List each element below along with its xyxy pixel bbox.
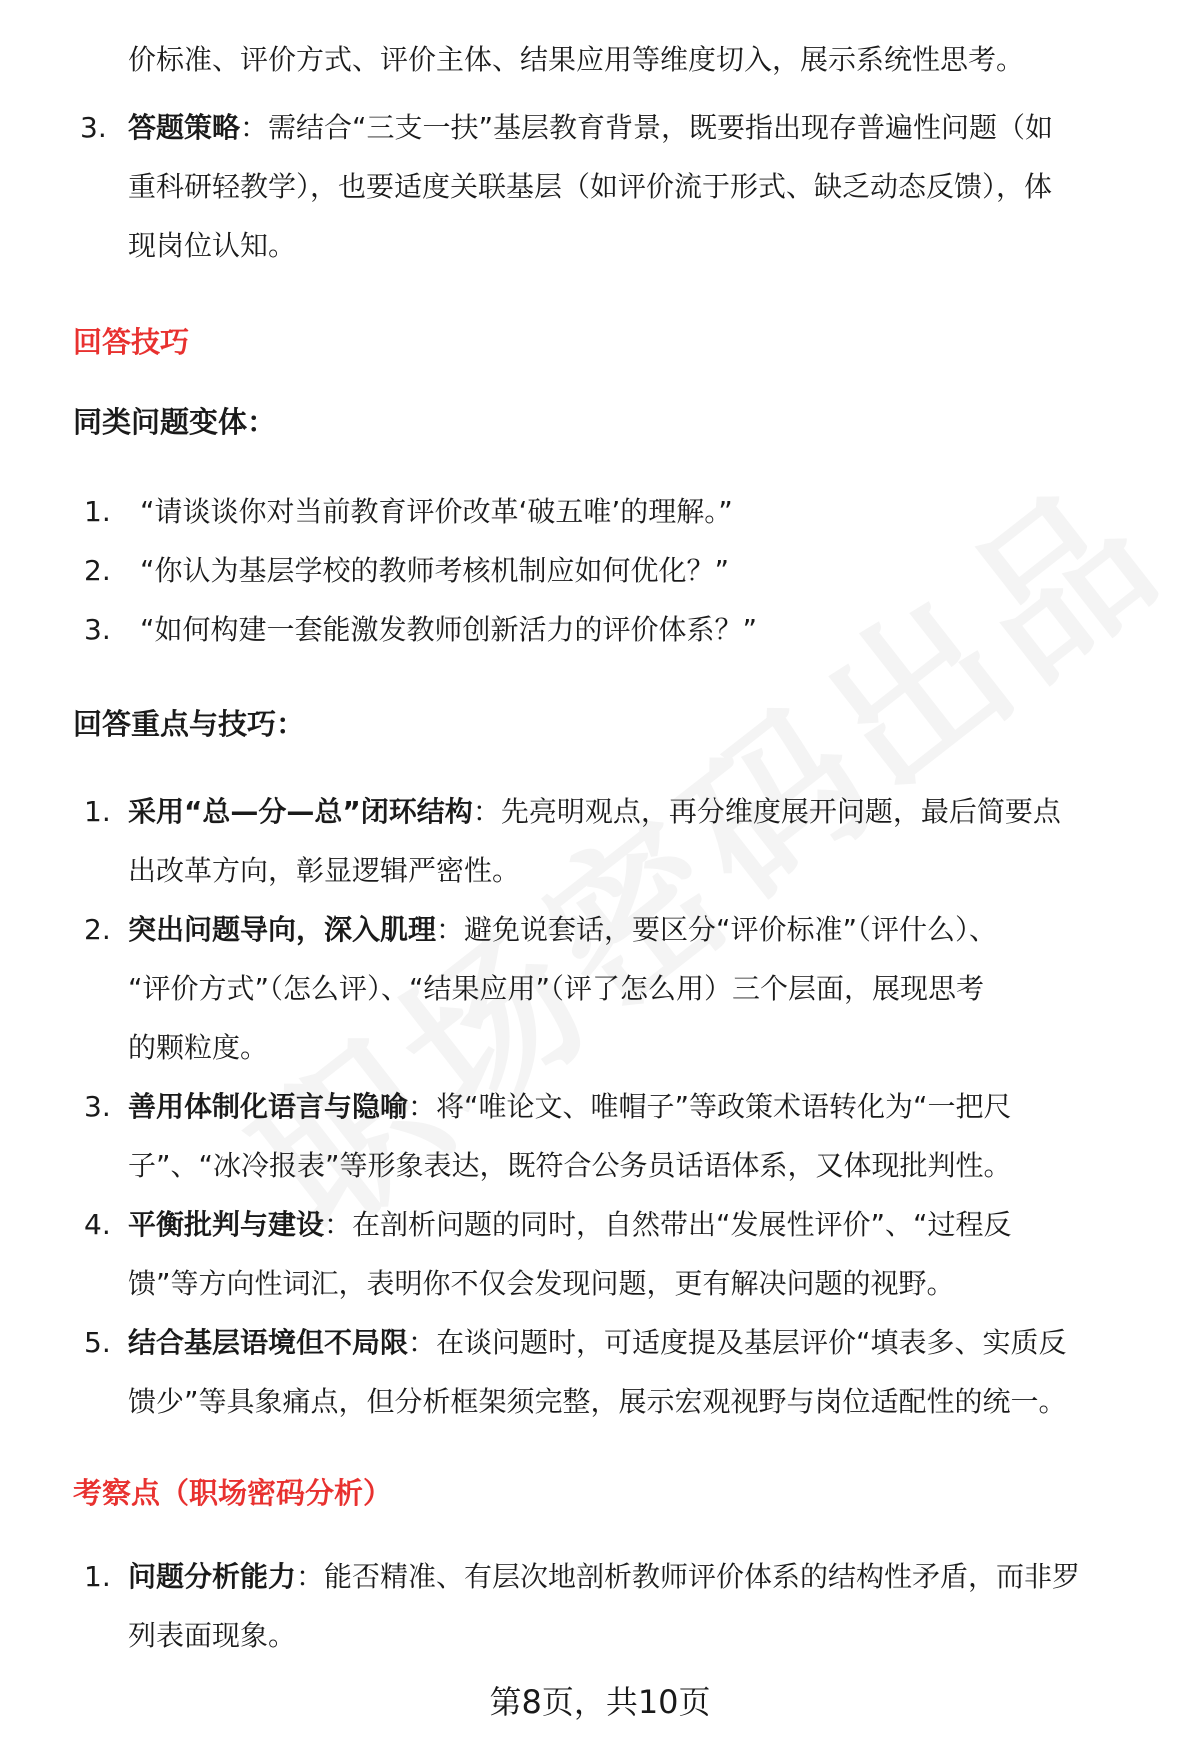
- list-number: 2.: [84, 554, 111, 587]
- list-number: 3.: [84, 613, 111, 646]
- key-point-3-line-1: 善用体制化语言与隐喻：将“唯论文、唯帽子”等政策术语转化为“一把尺: [128, 1090, 1012, 1123]
- strategy-line-1: 答题策略：需结合“三支一扶”基层教育背景，既要指出现存普遍性问题（如: [128, 111, 1054, 144]
- section-heading-tips: 回答技巧: [73, 325, 190, 359]
- list-number: 3.: [80, 111, 107, 144]
- list-number: 1.: [84, 495, 111, 528]
- key-point-1-line-1: 采用“总—分—总”闭环结构：先亮明观点，再分维度展开问题，最后简要点: [128, 795, 1061, 828]
- key-point-2-line-2: “评价方式”（怎么评）、“结果应用”（评了怎么用）三个层面，展现思考: [128, 972, 985, 1005]
- section-heading-assessment: 考察点（职场密码分析）: [73, 1476, 393, 1510]
- key-point-5-line-2: 馈少”等具象痛点，但分析框架须完整，展示宏观视野与岗位适配性的统一。: [128, 1385, 1067, 1418]
- list-number: 5.: [84, 1326, 111, 1359]
- page-footer: 第8页，共10页: [489, 1683, 711, 1721]
- continuation-text: 价标准、评价方式、评价主体、结果应用等维度切入，展示系统性思考。: [128, 43, 1025, 76]
- assess-item-1-line-2: 列表面现象。: [128, 1619, 297, 1652]
- variant-item-3: “如何构建一套能激发教师创新活力的评价体系？”: [140, 613, 758, 646]
- strategy-line-3: 现岗位认知。: [128, 229, 297, 262]
- variant-item-2: “你认为基层学校的教师考核机制应如何优化？”: [140, 554, 730, 587]
- key-points-heading: 回答重点与技巧：: [73, 707, 306, 741]
- key-point-2-line-3: 的颗粒度。: [128, 1031, 269, 1064]
- list-number: 1.: [84, 1560, 111, 1593]
- key-point-5-line-1: 结合基层语境但不局限：在谈问题时，可适度提及基层评价“填表多、实质反: [128, 1326, 1067, 1359]
- list-number: 4.: [84, 1208, 111, 1241]
- list-number: 2.: [84, 913, 111, 946]
- key-point-4-line-1: 平衡批判与建设：在剖析问题的同时，自然带出“发展性评价”、“过程反: [128, 1208, 1012, 1241]
- strategy-line-2: 重科研轻教学），也要适度关联基层（如评价流于形式、缺乏动态反馈），体: [128, 170, 1053, 203]
- key-point-3-line-2: 子”、“冰冷报表”等形象表达，既符合公务员话语体系，又体现批判性。: [128, 1149, 1012, 1182]
- key-point-2-line-1: 突出问题导向，深入肌理：避免说套话，要区分“评价标准”（评什么）、: [128, 913, 998, 946]
- strategy-bold-label: 答题策略: [128, 111, 241, 144]
- key-point-4-line-2: 馈”等方向性词汇，表明你不仅会发现问题，更有解决问题的视野。: [128, 1267, 955, 1300]
- key-point-1-line-2: 出改革方向，彰显逻辑严密性。: [128, 854, 521, 887]
- variant-item-1: “请谈谈你对当前教育评价改革‘破五唯’的理解。”: [140, 495, 733, 528]
- assess-item-1-line-1: 问题分析能力：能否精准、有层次地剖析教师评价体系的结构性矛盾，而非罗: [128, 1560, 1081, 1593]
- list-number: 1.: [84, 795, 111, 828]
- list-number: 3.: [84, 1090, 111, 1123]
- variants-heading: 同类问题变体：: [73, 405, 277, 439]
